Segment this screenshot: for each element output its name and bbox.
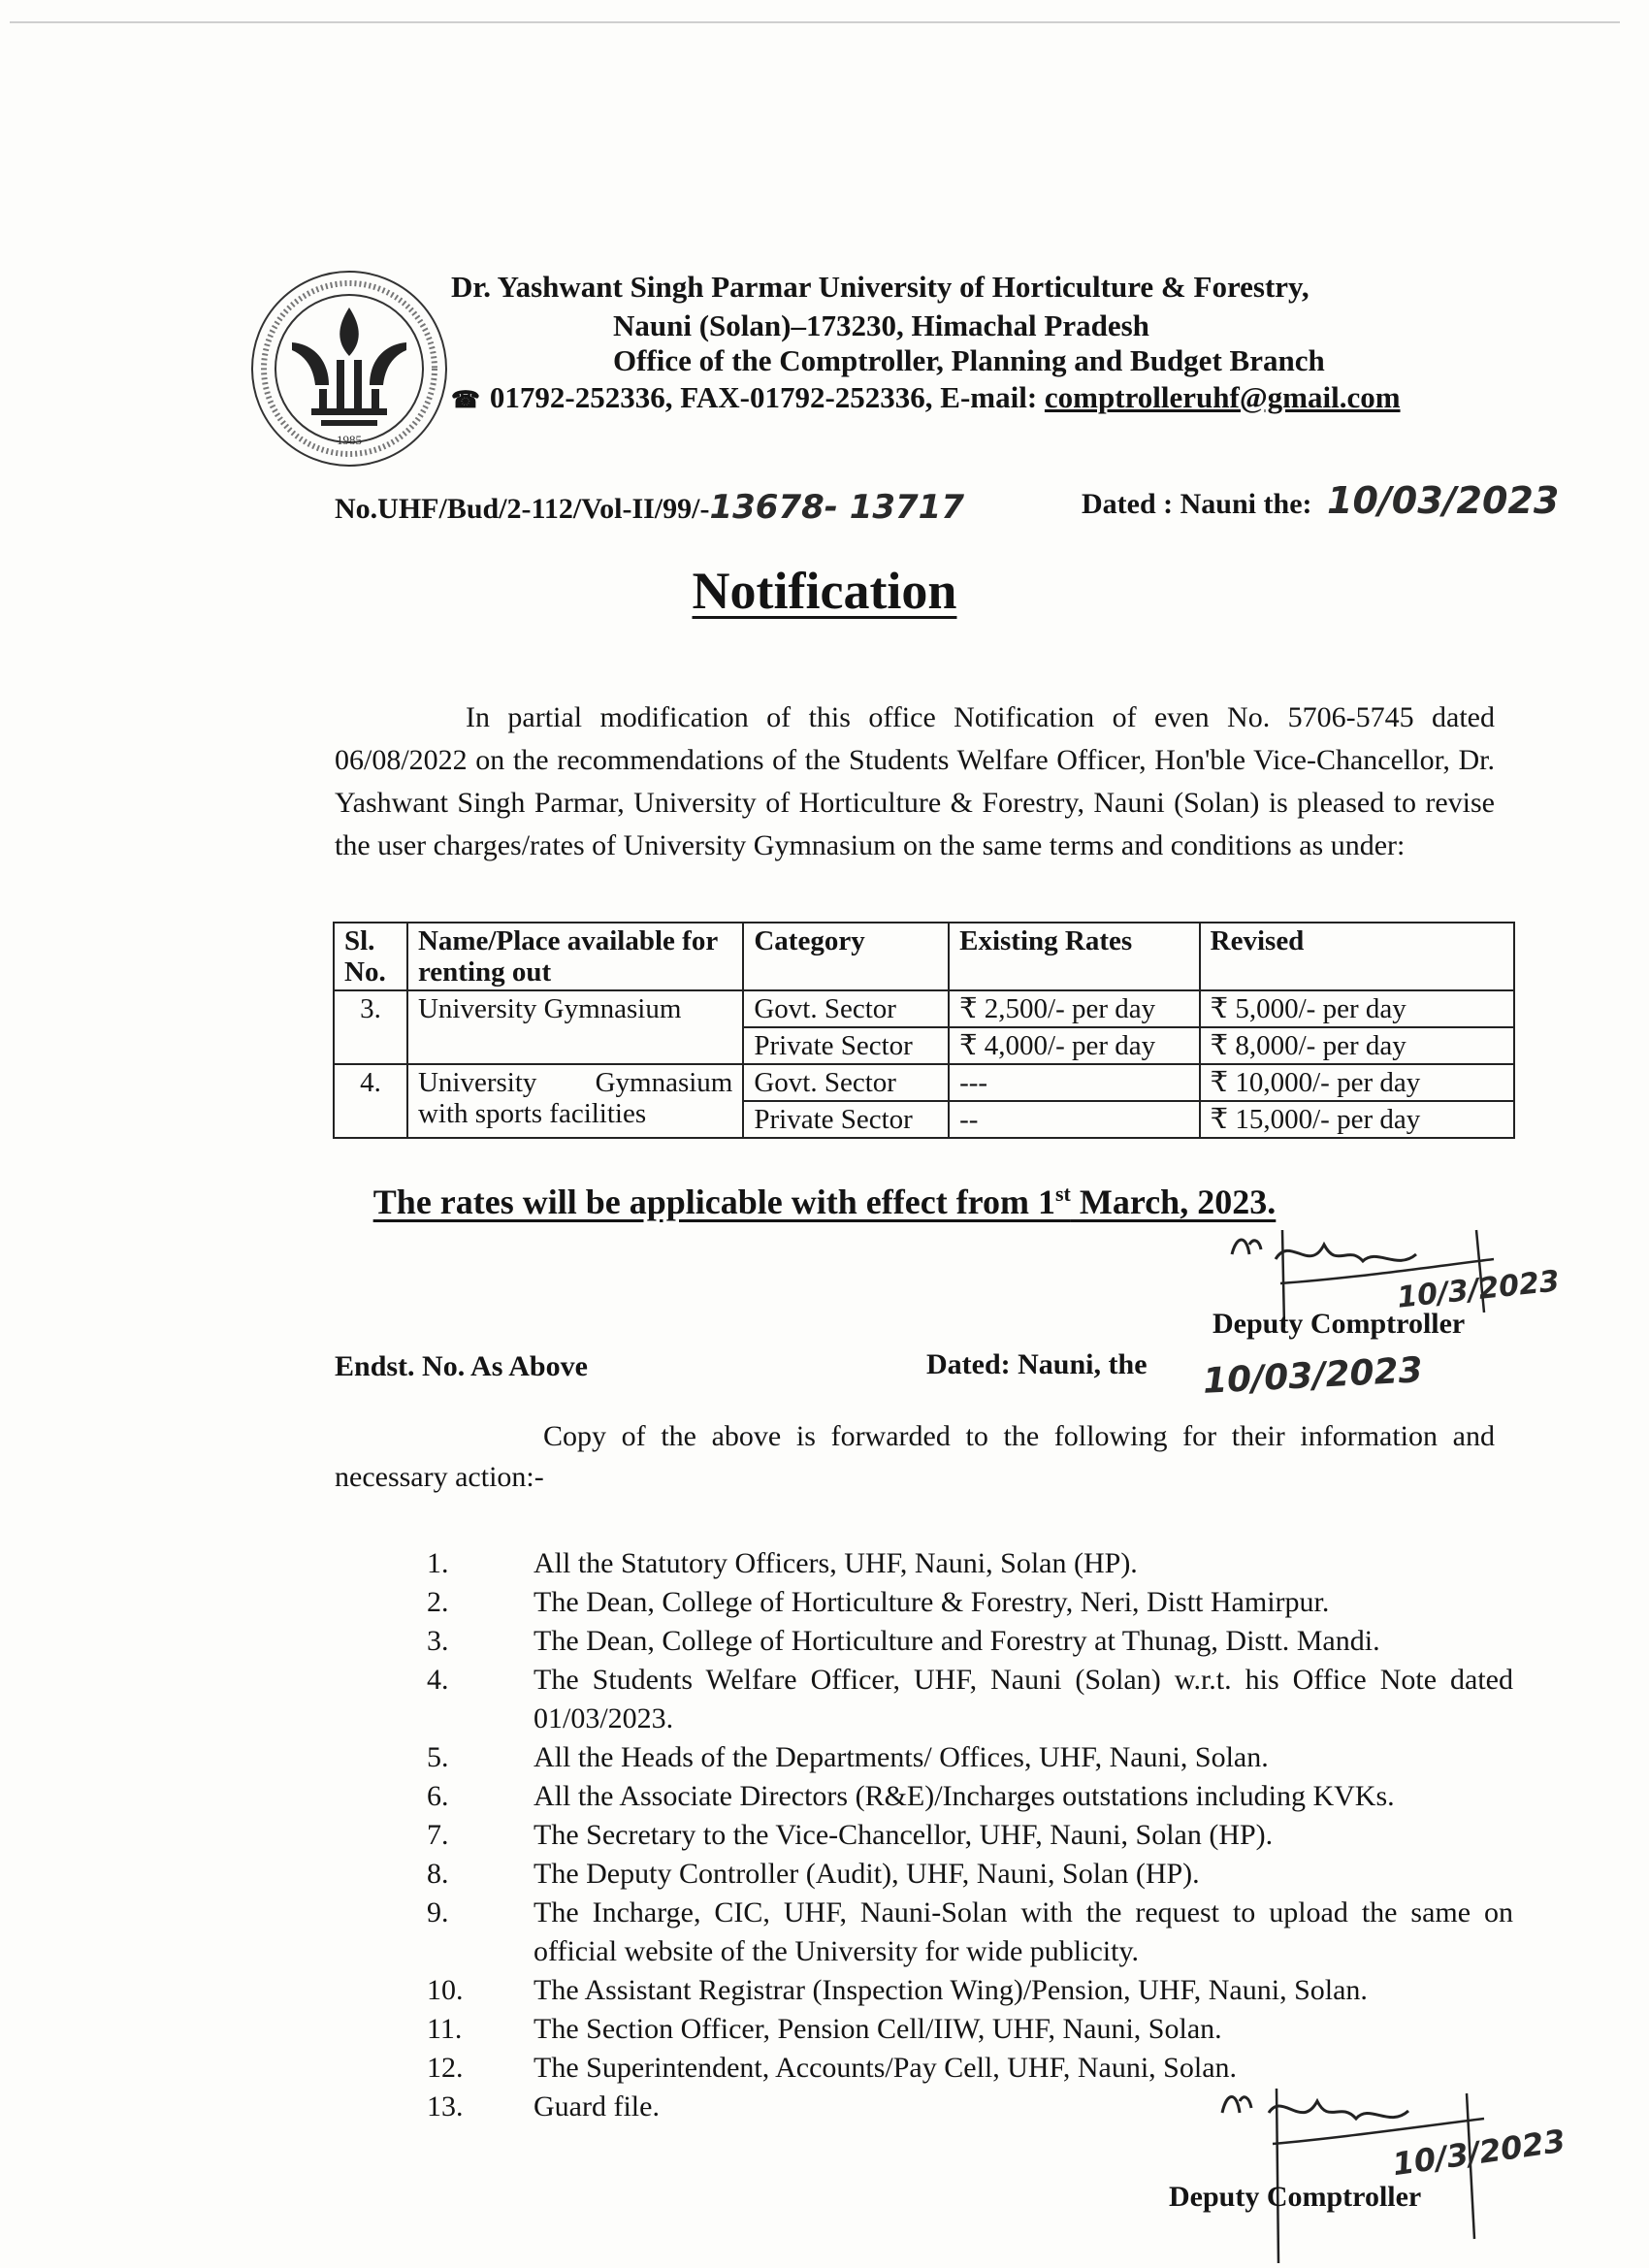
header-sl-no: Sl. No.: [334, 923, 407, 990]
facility-name-cell: University Gymnasium with sports facilities: [407, 1064, 743, 1138]
list-item-text: The Dean, College of Horticulture & Forestry, Neri, Distt Hamirpur.: [534, 1586, 1330, 1618]
notification-body: [335, 697, 1495, 867]
email-link[interactable]: comptrolleruhf@gmail.com: [1044, 380, 1401, 414]
rates-table: [333, 922, 1515, 1139]
signature-1-title: Deputy Comptroller: [1212, 1308, 1466, 1340]
list-item-number: 13.: [427, 2090, 464, 2122]
category-cell: Private Sector: [743, 1101, 949, 1138]
recipient-list: [427, 1544, 1513, 2126]
revised-rate-cell: ₹ 15,000/- per day: [1200, 1101, 1514, 1138]
dated-label: Dated : Nauni the:: [1082, 488, 1312, 520]
endorsement-handwritten-date: 10/03/2023: [1202, 1350, 1424, 1402]
list-item-text: The Superintendent, Accounts/Pay Cell, UHF, Nauni, Solan.: [534, 2052, 1238, 2084]
list-item-text: Guard file.: [534, 2090, 660, 2122]
list-item-text: The Deputy Controller (Audit), UHF, Nauni, Solan (HP).: [534, 1858, 1200, 1890]
signature-2-title: Deputy Comptroller: [1169, 2181, 1422, 2213]
list-item: [427, 1894, 1513, 1971]
list-item-number: 1.: [427, 1547, 449, 1579]
list-item: [427, 1661, 1513, 1738]
university-address: Nauni (Solan)–173230, Himachal Pradesh: [613, 308, 1149, 342]
list-item-number: 9.: [427, 1896, 449, 1928]
category-cell: Govt. Sector: [743, 990, 949, 1027]
existing-rate-cell: --: [949, 1101, 1200, 1138]
table-header-row: [334, 923, 1514, 990]
category-cell: Govt. Sector: [743, 1064, 949, 1101]
category-cell: Private Sector: [743, 1027, 949, 1064]
list-item-text: All the Statutory Officers, UHF, Nauni, Solan (HP).: [534, 1547, 1138, 1579]
revised-rate-cell: ₹ 5,000/- per day: [1200, 990, 1514, 1027]
list-item-number: 8.: [427, 1858, 449, 1890]
header-revised: Revised: [1200, 923, 1514, 990]
list-item: [427, 1777, 1513, 1816]
list-item-number: 7.: [427, 1819, 449, 1851]
list-item: [427, 2010, 1513, 2049]
list-item: [427, 1583, 1513, 1622]
office-name: Office of the Comptroller, Planning and Budget Branch: [613, 343, 1325, 377]
seal-year: 1985: [337, 433, 362, 447]
revised-rate-cell: ₹ 8,000/- per day: [1200, 1027, 1514, 1064]
list-item-text: The Assistant Registrar (Inspection Wing)/Pension, UHF, Nauni, Solan.: [534, 1974, 1368, 2006]
reference-number: [335, 488, 964, 527]
effective-date-note: The rates will be applicable with effect from 1st March, 2023.: [372, 1182, 1277, 1221]
list-item-text: The Incharge, CIC, UHF, Nauni-Solan with the request to upload the same on official website of the University for wide publicity.: [534, 1896, 1513, 1967]
list-item-number: 5.: [427, 1741, 449, 1773]
list-item-text: The Dean, College of Horticulture and Forestry at Thunag, Distt. Mandi.: [534, 1625, 1380, 1657]
reference-date: [1082, 479, 1559, 522]
header-category: Category: [743, 923, 949, 990]
scan-edge-line: [10, 21, 1620, 23]
contact-numbers: 01792-252336, FAX-01792-252336, E-mail:: [489, 380, 1045, 414]
list-item: [427, 1622, 1513, 1661]
list-item-text: The Secretary to the Vice-Chancellor, UHF, Nauni, Solan (HP).: [534, 1819, 1274, 1851]
revised-rate-cell: ₹ 10,000/- per day: [1200, 1064, 1514, 1101]
list-item-number: 3.: [427, 1625, 449, 1657]
notification-title: Notification: [692, 562, 957, 620]
sl-no-cell: 4.: [334, 1064, 407, 1138]
existing-rate-cell: ₹ 2,500/- per day: [949, 990, 1200, 1027]
list-item-number: 11.: [427, 2013, 463, 2045]
header-name-place: Name/Place available for renting out: [407, 923, 743, 990]
table-row: [334, 1064, 1514, 1101]
facility-name-cell: University Gymnasium: [407, 990, 743, 1064]
handwritten-date: 10/03/2023: [1327, 479, 1560, 522]
list-item-text: All the Associate Directors (R&E)/Incharges outstations including KVKs.: [534, 1780, 1395, 1812]
list-item: [427, 1855, 1513, 1894]
list-item-number: 6.: [427, 1780, 449, 1812]
body-text: In partial modification of this office Notification of even No. 5706-5745 dated 06/08/2022 on the recommendations of the Students Welfare Officer, Hon'ble Vice-Chancellor, Dr. Yashwant Singh Parmar, University of Horticulture & Forestry, Nauni (Solan) is pleased to revise the user charges/rates of University Gymnasium on the same terms and conditions as under:: [335, 701, 1495, 861]
university-name: Dr. Yashwant Singh Parmar University of Horticulture & Forestry,: [451, 270, 1310, 304]
contact-line: [451, 380, 1401, 415]
list-item: [427, 1816, 1513, 1855]
list-item: [427, 1738, 1513, 1777]
existing-rate-cell: ₹ 4,000/- per day: [949, 1027, 1200, 1064]
university-seal-logo: [247, 267, 451, 470]
endorsement-number: Endst. No. As Above: [335, 1350, 588, 1382]
endorsement-dated-label: Dated: Nauni, the: [926, 1348, 1148, 1380]
telephone-icon: ☎: [451, 388, 480, 413]
list-item-text: The Students Welfare Officer, UHF, Nauni (Solan) w.r.t. his Office Note dated 01/03/2023.: [534, 1664, 1513, 1734]
reference-number-handwritten: 13678- 13717: [709, 488, 964, 527]
list-item-number: 12.: [427, 2052, 464, 2084]
list-item-text: The Section Officer, Pension Cell/IIW, UHF, Nauni, Solan.: [534, 2013, 1222, 2045]
list-item: [427, 1544, 1513, 1583]
reference-number-printed: No.UHF/Bud/2-112/Vol-II/99/-: [335, 493, 710, 525]
existing-rate-cell: ---: [949, 1064, 1200, 1101]
list-item-text: All the Heads of the Departments/ Offices, UHF, Nauni, Solan.: [534, 1741, 1269, 1773]
copy-forwarded-text: Copy of the above is forwarded to the following for their information and necessary action:-: [335, 1420, 1495, 1493]
list-item-number: 2.: [427, 1586, 449, 1618]
signature-1-date: 10/3/2023: [1395, 1264, 1562, 1315]
table-row: [334, 990, 1514, 1027]
sl-no-cell: 3.: [334, 990, 407, 1064]
list-item-number: 10.: [427, 1974, 464, 2006]
signature-2-date: 10/3/2023: [1390, 2122, 1568, 2184]
list-item-number: 4.: [427, 1664, 449, 1696]
header-existing-rates: Existing Rates: [949, 923, 1200, 990]
list-item: [427, 1971, 1513, 2010]
